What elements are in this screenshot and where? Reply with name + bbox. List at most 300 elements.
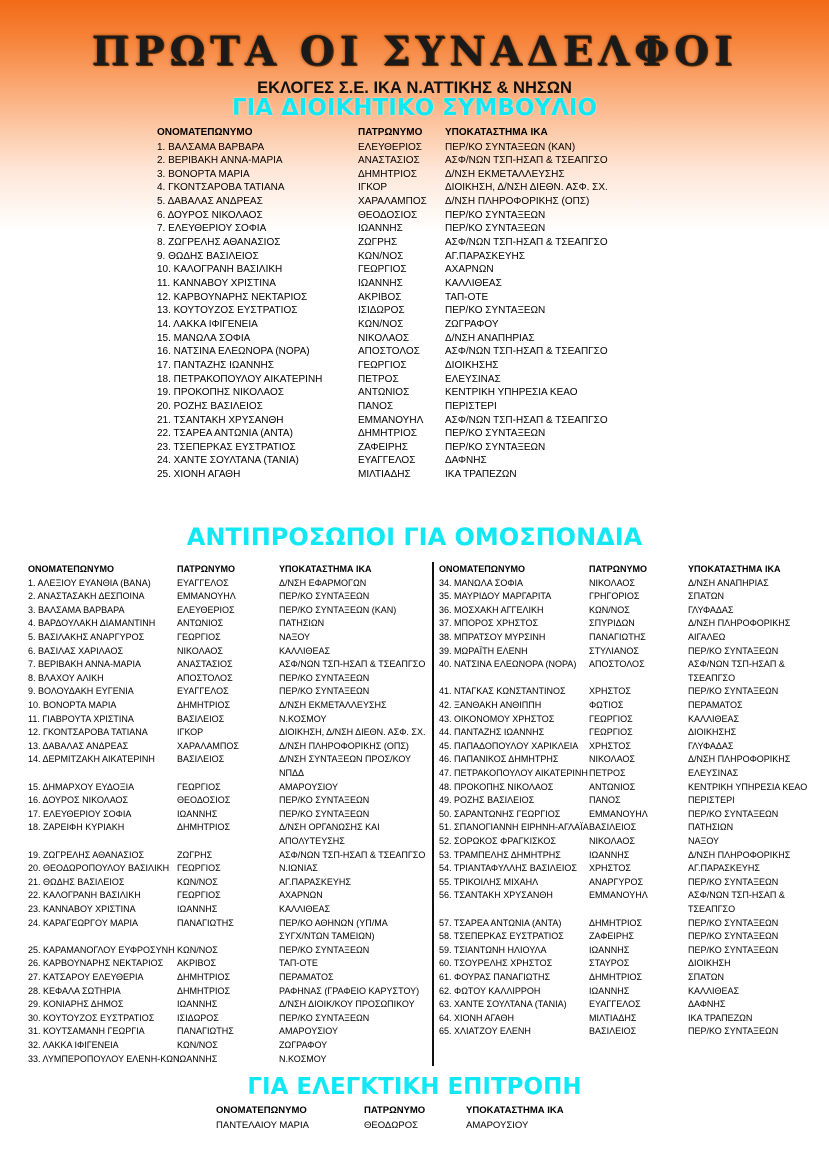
table-row bbox=[0, 713, 829, 727]
cell-name: 10. ΒΟΝΟΡΤΑ ΜΑΡΙΑ bbox=[28, 700, 117, 710]
cell-branch: ΠΕΡ/ΚΟ ΣΥΝΤΑΞΕΩΝ bbox=[445, 223, 546, 235]
cell-patronymic: ΕΜΜΑΝΟΥΗΛ bbox=[177, 591, 236, 602]
cell-branch: ΤΣΕΑΠΓΣΟ bbox=[688, 672, 736, 683]
cell-patronymic: ΠΑΤΡΩΝΥΜΟ bbox=[589, 564, 647, 574]
cell-branch: Δ/ΝΣΗ ΕΚΜΕΤΑΛΛΕΥΣΗΣ bbox=[445, 168, 565, 180]
cell-patronymic: ΜΙΛΤΙΑΔΗΣ bbox=[589, 1012, 637, 1023]
cell-patronymic: ΑΠΟΣΤΟΛΟΣ bbox=[589, 659, 645, 670]
cell-patronymic: ΧΡΗΣΤΟΣ bbox=[589, 686, 631, 697]
table-row bbox=[0, 359, 829, 373]
cell-branch: ΠΕΡ/ΚΟ ΣΥΝΤΑΞΕΩΝ bbox=[688, 1026, 779, 1037]
cell-branch: ΚΑΛΛΙΘΕΑΣ bbox=[688, 713, 740, 724]
cell-patronymic: ΜΙΛΤΙΑΔΗΣ bbox=[358, 469, 411, 481]
cell-patronymic: ΘΕΟΔΩΡΟΣ bbox=[364, 1120, 418, 1131]
cell-name: 61. ΦΟΥΡΑΣ ΠΑΝΑΓΙΩΤΗΣ bbox=[439, 972, 551, 982]
cell-patronymic: ΙΩΑΝΝΗΣ bbox=[177, 1053, 218, 1064]
table-row bbox=[0, 1025, 829, 1039]
cell-branch: ΚΑΛΛΙΘΕΑΣ bbox=[688, 985, 740, 996]
cell-branch: ΕΛΕΥΣΙΝΑΣ bbox=[445, 373, 501, 385]
cell-branch: ΑΣΦ/ΝΩΝ ΤΣΠ-ΗΣΑΠ & ΤΣΕΑΠΓΣΟ bbox=[445, 346, 608, 358]
board-heading: ΓΙΑ ΔΙΟΙΚΗΤΙΚΟ ΣΥΜΒΟΥΛΙΟ bbox=[231, 95, 598, 121]
cell-branch: ΠΕΡΙΣΤΕΡΙ bbox=[445, 400, 497, 412]
cell-branch: ΚΑΛΛΙΘΕΑΣ bbox=[279, 645, 331, 656]
cell-branch: Δ/ΝΣΗ ΠΛΗΡΟΦΟΡΙΚΗΣ bbox=[688, 754, 791, 765]
cell-branch: ΥΠΟΚΑΤΑΣΤΗΜΑ ΙΚΑ bbox=[445, 127, 548, 138]
cell-branch: ΑΣΦ/ΝΩΝ ΤΣΠ-ΗΣΑΠ & ΤΣΕΑΠΓΣΟ bbox=[445, 237, 608, 249]
cell-branch: ΠΕΡ/ΚΟ ΣΥΝΤΑΞΕΩΝ bbox=[688, 917, 779, 928]
cell-branch: Δ/ΝΣΗ ΔΙΟΙΚ/ΚΟΥ ΠΡΟΣΩΠΙΚΟΥ bbox=[279, 999, 415, 1010]
cell-name: 26. ΚΑΡΒΟΥΝΑΡΗΣ ΝΕΚΤΑΡΙΟΣ bbox=[28, 958, 164, 969]
cell-patronymic: ΠΕΤΡΟΣ bbox=[358, 373, 399, 385]
cell-name: 49. ΡΟΖΗΣ ΒΑΣΙΛΕΙΟΣ bbox=[439, 795, 535, 806]
cell-name: 60. ΤΣΟΥΡΕΛΗΣ ΧΡΗΣΤΟΣ bbox=[439, 958, 553, 969]
cell-branch: ΥΠΟΚΑΤΑΣΤΗΜΑ ΙΚΑ bbox=[688, 564, 781, 574]
table-row bbox=[0, 753, 829, 767]
cell-branch: ΚΕΝΤΡΙΚΗ ΥΠΗΡΕΣΙΑ ΚΕΑΟ bbox=[688, 781, 808, 792]
cell-name: 7. ΕΛΕΥΘΕΡΙΟΥ ΣΟΦΙΑ bbox=[157, 223, 267, 235]
cell-patronymic: ΑΝΤΩΝΙΟΣ bbox=[358, 387, 410, 399]
cell-patronymic: ΚΩΝ/ΝΟΣ bbox=[177, 1040, 218, 1050]
cell-patronymic: ΧΑΡΑΛΑΜΠΟΣ bbox=[177, 740, 239, 751]
table-row bbox=[0, 400, 829, 414]
cell-branch: ΠΕΡ/ΚΟ ΣΥΝΤΑΞΕΩΝ bbox=[688, 645, 779, 656]
cell-branch: ΝΑΞΟΥ bbox=[279, 632, 311, 642]
table-row bbox=[0, 168, 829, 182]
table-row bbox=[0, 685, 829, 699]
cell-name: 12. ΓΚΟΝΤΣΑΡΟΒΑ ΤΑΤΙΑΝΑ bbox=[28, 727, 148, 738]
cell-name: ΟΝΟΜΑΤΕΠΩΝΥΜΟ bbox=[216, 1105, 307, 1116]
cell-branch: ΑΣΦ/ΝΩΝ ΤΣΠ-ΗΣΑΠ & ΤΣΕΑΠΓΣΟ bbox=[445, 155, 608, 167]
cell-patronymic: ΕΜΜΑΝΟΥΗΛ bbox=[589, 808, 648, 819]
table-row bbox=[0, 454, 829, 468]
cell-branch: Δ/ΝΣΗ ΟΡΓΑΝΩΣΗΣ ΚΑΙ bbox=[279, 822, 380, 833]
cell-patronymic: ΝΙΚΟΛΑΟΣ bbox=[589, 754, 635, 765]
cell-patronymic: ΑΝΤΩΝΙΟΣ bbox=[177, 618, 224, 629]
cell-branch: ΑΜΑΡΟΥΣΙΟΥ bbox=[279, 781, 338, 792]
cell-patronymic: ΠΑΝΟΣ bbox=[589, 795, 621, 806]
cell-name: ΟΝΟΜΑΤΕΠΩΝΥΜΟ bbox=[157, 127, 253, 138]
cell-branch: ΠΕΡΑΜΑΤΟΣ bbox=[688, 700, 743, 710]
cell-name: 6. ΔΟΥΡΟΣ ΝΙΚΟΛΑΟΣ bbox=[157, 209, 263, 221]
cell-patronymic: ΖΩΓΡΗΣ bbox=[177, 849, 213, 860]
table-row bbox=[0, 998, 829, 1012]
table-row bbox=[0, 794, 829, 808]
cell-branch: ΑΓ.ΠΑΡΑΣΚΕΥΗΣ bbox=[279, 876, 351, 887]
cell-patronymic: ΒΑΣΙΛΕΙΟΣ bbox=[589, 822, 637, 833]
cell-patronymic: ΓΕΩΡΓΙΟΣ bbox=[177, 632, 221, 642]
cell-branch: ΑΧΑΡΝΩΝ bbox=[279, 890, 323, 901]
cell-branch: ΑΜΑΡΟΥΣΙΟΥ bbox=[279, 1026, 338, 1037]
cell-patronymic: ΑΚΡΙΒΟΣ bbox=[177, 958, 217, 969]
cell-name: 3. ΒΟΝΟΡΤΑ ΜΑΡΙΑ bbox=[157, 168, 250, 180]
table-row bbox=[0, 862, 829, 876]
cell-patronymic: ΙΩΑΝΝΗΣ bbox=[177, 999, 218, 1010]
cell-patronymic: ΠΑΝΑΓΙΩΤΗΣ bbox=[589, 632, 646, 642]
table-row bbox=[0, 414, 829, 428]
cell-patronymic: ΙΩΑΝΝΗΣ bbox=[589, 849, 630, 860]
cell-branch: ΑΣΦ/ΝΩΝ ΤΣΠ-ΗΣΑΠ & ΤΣΕΑΠΓΣΟ bbox=[279, 659, 426, 670]
table-row bbox=[0, 277, 829, 291]
cell-patronymic: ΝΙΚΟΛΑΟΣ bbox=[589, 836, 635, 846]
cell-patronymic: ΓΕΩΡΓΙΟΣ bbox=[589, 713, 633, 724]
table-row bbox=[0, 699, 829, 713]
cell-patronymic: ΕΥΑΓΓΕΛΟΣ bbox=[177, 577, 229, 588]
cell-branch: Δ/ΝΣΗ ΑΝΑΠΗΡΙΑΣ bbox=[688, 577, 769, 588]
cell-name: ΟΝΟΜΑΤΕΠΩΝΥΜΟ bbox=[439, 564, 525, 574]
cell-patronymic: ΕΛΕΥΘΕΡΙΟΣ bbox=[177, 604, 235, 615]
cell-name: 28. ΚΕΦΑΛΑ ΣΩΤΗΡΙΑ bbox=[28, 985, 121, 996]
cell-branch: ΠΕΡ/ΚΟ ΣΥΝΤΑΞΕΩΝ bbox=[279, 944, 370, 955]
cell-name: 18. ΖΑΡΕΙΦΗ ΚΥΡΙΑΚΗ bbox=[28, 822, 125, 833]
cell-name: 19. ΠΡΟΚΟΠΗΣ ΝΙΚΟΛΑΟΣ bbox=[157, 387, 284, 399]
table-header bbox=[0, 563, 829, 577]
cell-name: 4. ΓΚΟΝΤΣΑΡΟΒΑ ΤΑΤΙΑΝΑ bbox=[157, 182, 285, 194]
cell-name: 37. ΜΠΟΡΟΣ ΧΡΗΣΤΟΣ bbox=[439, 618, 539, 629]
cell-name: 9. ΘΩΔΗΣ ΒΑΣΙΛΕΙΟΣ bbox=[157, 250, 259, 262]
cell-branch: ΝΑΞΟΥ bbox=[688, 836, 720, 846]
cell-name: 46. ΠΑΠΑΝΙΚΟΣ ΔΗΜΗΤΡΗΣ bbox=[439, 754, 559, 765]
cell-patronymic: ΕΜΜΑΝΟΥΗΛ bbox=[358, 414, 424, 426]
cell-patronymic: ΧΡΗΣΤΟΣ bbox=[589, 740, 631, 751]
cell-branch: ΠΕΡ/ΚΟ ΣΥΝΤΑΞΕΩΝ bbox=[279, 686, 370, 697]
federation-heading: ΑΝΤΙΠΡΟΣΩΠΟΙ ΓΙΑ ΟΜΟΣΠΟΝΔΙΑ bbox=[186, 523, 643, 551]
cell-patronymic: ΝΙΚΟΛΑΟΣ bbox=[589, 577, 635, 588]
cell-name: 13. ΚΟΥΤΟΥΖΟΣ ΕΥΣΤΡΑΤΙΟΣ bbox=[157, 305, 298, 317]
cell-name: 21. ΘΩΔΗΣ ΒΑΣΙΛΕΙΟΣ bbox=[28, 876, 125, 887]
table-row bbox=[0, 1053, 829, 1067]
cell-branch: ΔΙΟΙΚΗΣΗ, Δ/ΝΣΗ ΔΙΕΘΝ. ΑΣΦ. ΣΧ. bbox=[445, 182, 608, 194]
cell-name: 59. ΤΣΙΑΝΤΩΝΗ ΗΛΙΟΥΛΑ bbox=[439, 944, 547, 955]
table-row bbox=[0, 740, 829, 754]
cell-name: 58. ΤΣΕΠΕΡΚΑΣ ΕΥΣΤΡΑΤΙΟΣ bbox=[439, 931, 564, 942]
cell-branch: ΤΣΕΑΠΓΣΟ bbox=[688, 904, 736, 914]
cell-patronymic: ΘΕΟΔΟΣΙΟΣ bbox=[177, 795, 231, 806]
table-row bbox=[0, 835, 829, 849]
cell-patronymic: ΑΚΡΙΒΟΣ bbox=[358, 291, 402, 303]
cell-patronymic: ΔΗΜΗΤΡΙΟΣ bbox=[177, 700, 231, 710]
cell-name: 13. ΔΑΒΑΛΑΣ ΑΝΔΡΕΑΣ bbox=[28, 740, 129, 751]
cell-name: 8. ΖΩΓΡΕΛΗΣ ΑΘΑΝΑΣΙΟΣ bbox=[157, 237, 281, 249]
cell-branch: Δ/ΝΣΗ ΑΝΑΠΗΡΙΑΣ bbox=[445, 332, 535, 344]
cell-patronymic: ΠΑΤΡΩΝΥΜΟ bbox=[358, 127, 423, 138]
cell-name: 23. ΚΑΝΝΑΒΟΥ ΧΡΙΣΤΙΝΑ bbox=[28, 904, 136, 914]
cell-branch: ΣΠΑΤΩΝ bbox=[688, 591, 724, 602]
cell-patronymic: ΓΡΗΓΟΡΙΟΣ bbox=[589, 591, 640, 602]
cell-name: 11. ΓΙΑΒΡΟΥΤΑ ΧΡΙΣΤΙΝΑ bbox=[28, 713, 134, 724]
table-row bbox=[0, 617, 829, 631]
cell-branch: ΠΕΡ/ΚΟ ΣΥΝΤΑΞΕΩΝ bbox=[279, 808, 370, 819]
cell-name: 1. ΑΛΕΞΙΟΥ ΕΥΑΝΘΙΑ (ΒΑΝΑ) bbox=[28, 577, 151, 588]
cell-branch: ΠΕΡ/ΚΟ ΣΥΝΤΑΞΕΩΝ bbox=[688, 686, 779, 697]
table-row bbox=[0, 957, 829, 971]
cell-patronymic: ΓΕΩΡΓΙΟΣ bbox=[358, 264, 407, 276]
cell-branch: ΑΠΟΛΥΤΕΥΣΗΣ bbox=[279, 836, 345, 846]
cell-branch: ΠΕΡ/ΚΟ ΣΥΝΤΑΞΕΩΝ bbox=[279, 672, 370, 683]
cell-name: 53. ΤΡΑΜΠΕΛΗΣ ΔΗΜΗΤΡΗΣ bbox=[439, 849, 561, 860]
cell-name: 16. ΝΑΤΣΙΝΑ ΕΛΕΩΝΟΡΑ (ΝΟΡΑ) bbox=[157, 346, 310, 358]
cell-branch: Δ/ΝΣΗ ΠΛΗΡΟΦΟΡΙΚΗΣ (ΟΠΣ) bbox=[445, 196, 590, 208]
cell-branch: ΚΕΝΤΡΙΚΗ ΥΠΗΡΕΣΙΑ ΚΕΑΟ bbox=[445, 387, 578, 399]
cell-name: 44. ΠΑΝΤΑΖΗΣ ΙΩΑΝΝΗΣ bbox=[439, 727, 545, 738]
cell-name: 3. ΒΑΛΣΑΜΑ ΒΑΡΒΑΡΑ bbox=[28, 604, 125, 615]
cell-branch: ΔΙΟΙΚΗΣΗΣ bbox=[445, 359, 499, 371]
cell-name: 34. ΜΑΝΩΛΑ ΣΟΦΙΑ bbox=[439, 577, 524, 588]
cell-patronymic: ΝΙΚΟΛΑΟΣ bbox=[177, 645, 223, 656]
table-row bbox=[0, 141, 829, 155]
cell-name: 55. ΤΡΙΚΟΙΛΗΣ ΜΙΧΑΗΛ bbox=[439, 876, 539, 887]
table-row bbox=[0, 726, 829, 740]
cell-branch: Ν.ΚΟΣΜΟΥ bbox=[279, 1053, 327, 1064]
page-subtitle: ΕΚΛΟΓΕΣ Σ.Ε. ΙΚΑ Ν.ΑΤΤΙΚΗΣ & ΝΗΣΩΝ bbox=[257, 79, 572, 97]
table-row bbox=[0, 917, 829, 931]
cell-patronymic: ΔΗΜΗΤΡΙΟΣ bbox=[177, 822, 231, 833]
cell-patronymic: ΣΤΥΛΙΑΝΟΣ bbox=[589, 645, 639, 656]
cell-patronymic: ΠΑΝΑΓΙΩΤΗΣ bbox=[177, 917, 234, 928]
table-row bbox=[0, 889, 829, 903]
cell-patronymic: ΑΠΟΣΤΟΛΟΣ bbox=[358, 346, 420, 358]
cell-patronymic: ΔΗΜΗΤΡΙΟΣ bbox=[177, 985, 231, 996]
cell-branch: ΤΑΠ-ΟΤΕ bbox=[445, 291, 489, 303]
cell-branch: ΑΣΦ/ΝΩΝ ΤΣΠ-ΗΣΑΠ & bbox=[688, 890, 785, 901]
cell-branch: Δ/ΝΣΗ ΠΛΗΡΟΦΟΡΙΚΗΣ (ΟΠΣ) bbox=[279, 740, 409, 751]
cell-branch: ΠΕΡ/ΚΟ ΣΥΝΤΑΞΕΩΝ bbox=[445, 441, 546, 453]
cell-patronymic: ΝΙΚΟΛΑΟΣ bbox=[358, 332, 410, 344]
table-row bbox=[0, 631, 829, 645]
table-row bbox=[0, 672, 829, 686]
cell-name: 15. ΜΑΝΩΛΑ ΣΟΦΙΑ bbox=[157, 332, 251, 344]
cell-patronymic: ΖΩΓΡΗΣ bbox=[358, 237, 398, 249]
table-row bbox=[0, 345, 829, 359]
cell-patronymic: ΠΑΝΟΣ bbox=[358, 400, 394, 412]
cell-branch: Δ/ΝΣΗ ΕΦΑΡΜΟΓΩΝ bbox=[279, 577, 367, 588]
table-row bbox=[0, 181, 829, 195]
table-row bbox=[0, 590, 829, 604]
cell-patronymic: ΠΑΝΑΓΙΩΤΗΣ bbox=[177, 1026, 234, 1037]
cell-branch: ΑΓ.ΠΑΡΑΣΚΕΥΗΣ bbox=[445, 250, 525, 262]
cell-name: 21. ΤΣΑΝΤΑΚΗ ΧΡΥΣΑΝΘΗ bbox=[157, 414, 284, 426]
cell-patronymic: ΚΩΝ/ΝΟΣ bbox=[177, 944, 218, 955]
cell-branch: ΖΩΓΡΑΦΟΥ bbox=[279, 1040, 328, 1050]
table-row bbox=[0, 332, 829, 346]
cell-patronymic: ΔΗΜΗΤΡΙΟΣ bbox=[589, 917, 643, 928]
cell-name: 12. ΚΑΡΒΟΥΝΑΡΗΣ ΝΕΚΤΑΡΙΟΣ bbox=[157, 291, 308, 303]
table-row bbox=[0, 944, 829, 958]
table-row bbox=[0, 1119, 829, 1133]
cell-name: 47. ΠΕΤΡΑΚΟΠΟΥΛΟΥ ΑΙΚΑΤΕΡΙΝΗ bbox=[439, 768, 588, 778]
column-divider bbox=[432, 562, 434, 1066]
cell-branch: ΣΠΑΤΩΝ bbox=[688, 972, 724, 982]
cell-name: 31. ΚΟΥΤΣΑΜΑΝΗ ΓΕΩΡΓΙΑ bbox=[28, 1026, 145, 1037]
cell-patronymic: ΠΕΤΡΟΣ bbox=[589, 768, 626, 778]
cell-patronymic: ΙΩΑΝΝΗΣ bbox=[358, 223, 403, 235]
page-title: ΠΡΩΤΑ ΟΙ ΣΥΝΑΔΕΛΦΟΙ bbox=[91, 28, 738, 75]
cell-branch: Δ/ΝΣΗ ΕΚΜΕΤΑΛΛΕΥΣΗΣ bbox=[279, 700, 387, 710]
cell-patronymic: ΓΕΩΡΓΙΟΣ bbox=[177, 781, 221, 792]
cell-patronymic: ΚΩΝ/ΝΟΣ bbox=[177, 876, 218, 887]
cell-branch: ΚΑΛΛΙΘΕΑΣ bbox=[445, 278, 502, 289]
table-header bbox=[0, 126, 829, 140]
cell-patronymic: ΙΓΚΟΡ bbox=[177, 727, 204, 738]
cell-name: 48. ΠΡΟΚΟΠΗΣ ΝΙΚΟΛΑΟΣ bbox=[439, 781, 554, 792]
cell-patronymic: ΕΥΑΓΓΕΛΟΣ bbox=[177, 686, 229, 697]
cell-name: 54. ΤΡΙΑΝΤΑΦΥΛΛΗΣ ΒΑΣΙΛΕΙΟΣ bbox=[439, 863, 577, 874]
table-row bbox=[0, 222, 829, 236]
table-row bbox=[0, 577, 829, 591]
cell-branch: Ν.ΚΟΣΜΟΥ bbox=[279, 713, 327, 724]
cell-name: 64. ΧΙΟΝΗ ΑΓΑΘΗ bbox=[439, 1012, 514, 1023]
cell-name: ΟΝΟΜΑΤΕΠΩΝΥΜΟ bbox=[28, 564, 114, 574]
cell-branch: ΑΣΦ/ΝΩΝ ΤΣΠ-ΗΣΑΠ & ΤΣΕΑΠΓΣΟ bbox=[445, 414, 608, 426]
cell-patronymic: ΔΗΜΗΤΡΙΟΣ bbox=[358, 428, 417, 440]
cell-name: 15. ΔΗΜΑΡΧΟΥ ΕΥΔΟΞΙΑ bbox=[28, 781, 135, 792]
cell-patronymic: ΧΡΗΣΤΟΣ bbox=[589, 863, 631, 874]
cell-branch: ΔΙΟΙΚΗΣΗ bbox=[688, 958, 731, 969]
cell-name: 4. ΒΑΡΔΟΥΛΑΚΗ ΔΙΑΜΑΝΤΙΝΗ bbox=[28, 618, 156, 629]
cell-patronymic: ΓΕΩΡΓΙΟΣ bbox=[358, 359, 407, 371]
table-row bbox=[0, 808, 829, 822]
cell-branch: ΚΑΛΛΙΘΕΑΣ bbox=[279, 904, 331, 914]
table-row bbox=[0, 658, 829, 672]
cell-patronymic: ΧΑΡΑΛΑΜΠΟΣ bbox=[358, 196, 427, 208]
cell-branch: ΠΕΡ/ΚΟ ΣΥΝΤΑΞΕΩΝ bbox=[279, 795, 370, 806]
cell-patronymic: ΠΑΤΡΩΝΥΜΟ bbox=[364, 1105, 426, 1116]
cell-name: 24. ΧΑΝΤΕ ΣΟΥΛΤΑΝΑ (ΤΑΝΙΑ) bbox=[157, 455, 299, 467]
cell-branch: Δ/ΝΣΗ ΠΛΗΡΟΦΟΡΙΚΗΣ bbox=[688, 849, 791, 860]
cell-branch: ΙΚΑ ΤΡΑΠΕΖΩΝ bbox=[688, 1012, 753, 1023]
cell-name: 20. ΡΟΖΗΣ ΒΑΣΙΛΕΙΟΣ bbox=[157, 400, 263, 412]
cell-branch: ΠΕΡ/ΚΟ ΣΥΝΤΑΞΕΩΝ (ΚΑΝ) bbox=[445, 141, 576, 153]
cell-branch: ΑΧΑΡΝΩΝ bbox=[445, 264, 494, 276]
table-row bbox=[0, 236, 829, 250]
cell-branch: ΤΑΠ-ΟΤΕ bbox=[279, 958, 318, 969]
cell-name: 32. ΛΑΚΚΑ ΙΦΙΓΕΝΕΙΑ bbox=[28, 1040, 119, 1050]
cell-branch: ΑΙΓΑΛΕΩ bbox=[688, 632, 726, 642]
cell-branch: ΠΕΡΙΣΤΕΡΙ bbox=[688, 795, 735, 806]
cell-name: 23. ΤΣΕΠΕΡΚΑΣ ΕΥΣΤΡΑΤΙΟΣ bbox=[157, 441, 296, 453]
cell-patronymic: ΑΝΤΩΝΙΟΣ bbox=[589, 781, 636, 792]
cell-name: 41. ΝΤΑΓΚΑΣ ΚΩΝΣΤΑΝΤΙΝΟΣ bbox=[439, 686, 566, 697]
cell-name: 2. ΒΕΡΙΒΑΚΗ ΑΝΝΑ-ΜΑΡΙΑ bbox=[157, 155, 283, 167]
table-row bbox=[0, 318, 829, 332]
table-row bbox=[0, 468, 829, 482]
cell-branch: ΑΣΦ/ΝΩΝ ΤΣΠ-ΗΣΑΠ & bbox=[688, 659, 785, 670]
cell-branch: Δ/ΝΣΗ ΠΛΗΡΟΦΟΡΙΚΗΣ bbox=[688, 618, 791, 629]
cell-patronymic: ΔΗΜΗΤΡΙΟΣ bbox=[589, 972, 643, 982]
table-row bbox=[0, 195, 829, 209]
cell-patronymic: ΙΩΑΝΝΗΣ bbox=[177, 808, 218, 819]
cell-patronymic: ΘΕΟΔΟΣΙΟΣ bbox=[358, 209, 418, 221]
cell-branch: ΠΕΡΑΜΑΤΟΣ bbox=[279, 972, 334, 982]
cell-name: 33. ΛΥΜΠΕΡΟΠΟΥΛΟΥ ΕΛΕΝΗ-ΚΩΝ. bbox=[28, 1053, 183, 1064]
table-row bbox=[0, 304, 829, 318]
table-header bbox=[0, 1104, 829, 1118]
table-row bbox=[0, 985, 829, 999]
cell-patronymic: ΚΩΝ/ΝΟΣ bbox=[358, 318, 404, 330]
table-row bbox=[0, 903, 829, 917]
cell-name: 6. ΒΑΣΙΛΑΣ ΧΑΡΙΛΑΟΣ bbox=[28, 645, 124, 656]
cell-branch: ΠΕΡ/ΚΟ ΣΥΝΤΑΞΕΩΝ bbox=[688, 931, 779, 942]
table-row bbox=[0, 971, 829, 985]
cell-name: 10. ΚΑΛΟΓΡΑΝΗ ΒΑΣΙΛΙΚΗ bbox=[157, 264, 283, 276]
cell-patronymic: ΑΝΑΣΤΑΣΙΟΣ bbox=[358, 155, 420, 167]
cell-branch: Ν.ΙΩΝΙΑΣ bbox=[279, 863, 318, 874]
cell-name: ΠΑΝΤΕΛΑΙΟΥ ΜΑΡΙΑ bbox=[216, 1120, 309, 1131]
cell-branch: ΙΚΑ ΤΡΑΠΕΖΩΝ bbox=[445, 469, 517, 481]
table-row bbox=[0, 1039, 829, 1053]
cell-name: 62. ΦΩΤΟΥ ΚΑΛΛΙΡΡΟΗ bbox=[439, 985, 541, 996]
cell-patronymic: ΚΩΝ/ΝΟΣ bbox=[589, 604, 630, 615]
table-row bbox=[0, 821, 829, 835]
cell-branch: ΠΑΤΗΣΙΩΝ bbox=[279, 618, 325, 629]
cell-name: 2. ΑΝΑΣΤΑΣΑΚΗ ΔΕΣΠΟΙΝΑ bbox=[28, 591, 145, 602]
cell-name: 7. ΒΕΡΙΒΑΚΗ ΑΝΝΑ-ΜΑΡΙΑ bbox=[28, 659, 142, 670]
cell-patronymic: ΓΕΩΡΓΙΟΣ bbox=[177, 863, 221, 874]
cell-patronymic: ΒΑΣΙΛΕΙΟΣ bbox=[177, 754, 225, 765]
cell-name: 11. ΚΑΝΝΑΒΟΥ ΧΡΙΣΤΙΝΑ bbox=[157, 278, 276, 289]
cell-name: 17. ΕΛΕΥΘΕΡΙΟΥ ΣΟΦΙΑ bbox=[28, 808, 132, 819]
cell-branch: ΑΣΦ/ΝΩΝ ΤΣΠ-ΗΣΑΠ & ΤΣΕΑΠΓΣΟ bbox=[279, 849, 426, 860]
cell-patronymic: ΙΩΑΝΝΗΣ bbox=[177, 904, 218, 914]
table-row bbox=[0, 767, 829, 781]
table-row bbox=[0, 876, 829, 890]
cell-name: 19. ΖΩΓΡΕΛΗΣ ΑΘΑΝΑΣΙΟΣ bbox=[28, 849, 145, 860]
cell-patronymic: ΕΛΕΥΘΕΡΙΟΣ bbox=[358, 141, 422, 153]
cell-name: 30. ΚΟΥΤΟΥΖΟΣ ΕΥΣΤΡΑΤΙΟΣ bbox=[28, 1012, 155, 1023]
cell-name: 38. ΜΠΡΑΤΣΟΥ ΜΥΡΣΙΝΗ bbox=[439, 632, 546, 642]
cell-branch: ΠΕΡ/ΚΟ ΣΥΝΤΑΞΕΩΝ bbox=[688, 944, 779, 955]
cell-branch: ΓΛΥΦΑΔΑΣ bbox=[688, 604, 734, 615]
cell-name: 52. ΣΟΡΩΚΟΣ ΦΡΑΓΚΙΣΚΟΣ bbox=[439, 836, 556, 846]
cell-name: 51. ΣΠΑΝΟΓΙΑΝΝΗ ΕΙΡΗΝΗ-ΑΓΛΑΪΑ bbox=[439, 822, 589, 833]
cell-branch: ΠΕΡ/ΚΟ ΣΥΝΤΑΞΕΩΝ (ΚΑΝ) bbox=[279, 604, 397, 615]
cell-branch: ΝΠΔΔ bbox=[279, 768, 305, 778]
cell-patronymic: ΙΣΙΔΩΡΟΣ bbox=[177, 1012, 219, 1023]
cell-patronymic: ΕΜΜΑΝΟΥΗΛ bbox=[589, 890, 648, 901]
cell-patronymic: ΓΕΩΡΓΙΟΣ bbox=[177, 890, 221, 901]
cell-name: 5. ΔΑΒΑΛΑΣ ΑΝΔΡΕΑΣ bbox=[157, 196, 263, 208]
table-row bbox=[0, 427, 829, 441]
cell-name: 14. ΛΑΚΚΑ ΙΦΙΓΕΝΕΙΑ bbox=[157, 318, 258, 330]
cell-branch: ΔΑΦΝΗΣ bbox=[445, 455, 487, 467]
cell-branch: ΓΛΥΦΑΔΑΣ bbox=[688, 740, 734, 751]
cell-patronymic: ΦΩΤΙΟΣ bbox=[589, 700, 624, 710]
cell-name: 20. ΘΕΟΔΩΡΟΠΟΥΛΟΥ ΒΑΣΙΛΙΚΗ bbox=[28, 863, 170, 874]
cell-patronymic: ΕΥΑΓΓΕΛΟΣ bbox=[589, 999, 641, 1010]
cell-name: 43. ΟΙΚΟΝΟΜΟΥ ΧΡΗΣΤΟΣ bbox=[439, 713, 555, 724]
cell-branch: ΠΕΡ/ΚΟ ΣΥΝΤΑΞΕΩΝ bbox=[688, 876, 779, 887]
cell-branch: ΑΓ.ΠΑΡΑΣΚΕΥΗΣ bbox=[688, 863, 760, 874]
cell-name: 42. ΞΑΝΘΑΚΗ ΑΝΘΙΠΠΗ bbox=[439, 700, 542, 710]
cell-name: 24. ΚΑΡΑΓΕΩΡΓΟΥ ΜΑΡΙΑ bbox=[28, 917, 139, 928]
table-row bbox=[0, 250, 829, 264]
cell-name: 29. ΚΟΝΙΑΡΗΣ ΔΗΜΟΣ bbox=[28, 999, 124, 1010]
cell-patronymic: ΖΑΦΕΙΡΗΣ bbox=[358, 441, 408, 453]
cell-name: 22. ΚΑΛΟΓΡΑΝΗ ΒΑΣΙΛΙΚΗ bbox=[28, 890, 141, 901]
cell-patronymic: ΣΤΑΥΡΟΣ bbox=[589, 958, 630, 969]
cell-name: 14. ΔΕΡΜΙΤΖΑΚΗ ΑΙΚΑΤΕΡΙΝΗ bbox=[28, 754, 155, 765]
cell-branch: ΣΥΓΧ/ΝΤΩΝ ΤΑΜΕΙΩΝ) bbox=[279, 931, 375, 942]
cell-branch: Δ/ΝΣΗ ΣΥΝΤΑΞΕΩΝ ΠΡΟΣ/ΚΟΥ bbox=[279, 754, 412, 765]
cell-branch: ΥΠΟΚΑΤΑΣΤΗΜΑ ΙΚΑ bbox=[466, 1105, 564, 1116]
cell-branch: ΡΑΦΗΝΑΣ (ΓΡΑΦΕΙΟ ΚΑΡΥΣΤΟΥ) bbox=[279, 985, 420, 996]
table-row bbox=[0, 604, 829, 618]
cell-name: 35. ΜΑΥΡΙΔΟΥ ΜΑΡΓΑΡΙΤΑ bbox=[439, 591, 552, 602]
table-row bbox=[0, 441, 829, 455]
cell-patronymic: ΖΑΦΕΙΡΗΣ bbox=[589, 931, 634, 942]
cell-branch: ΠΕΡ/ΚΟ ΑΘΗΝΩΝ (ΥΠ/ΜΑ bbox=[279, 917, 388, 928]
table-row bbox=[0, 930, 829, 944]
cell-branch: ΑΜΑΡΟΥΣΙΟΥ bbox=[466, 1120, 529, 1131]
